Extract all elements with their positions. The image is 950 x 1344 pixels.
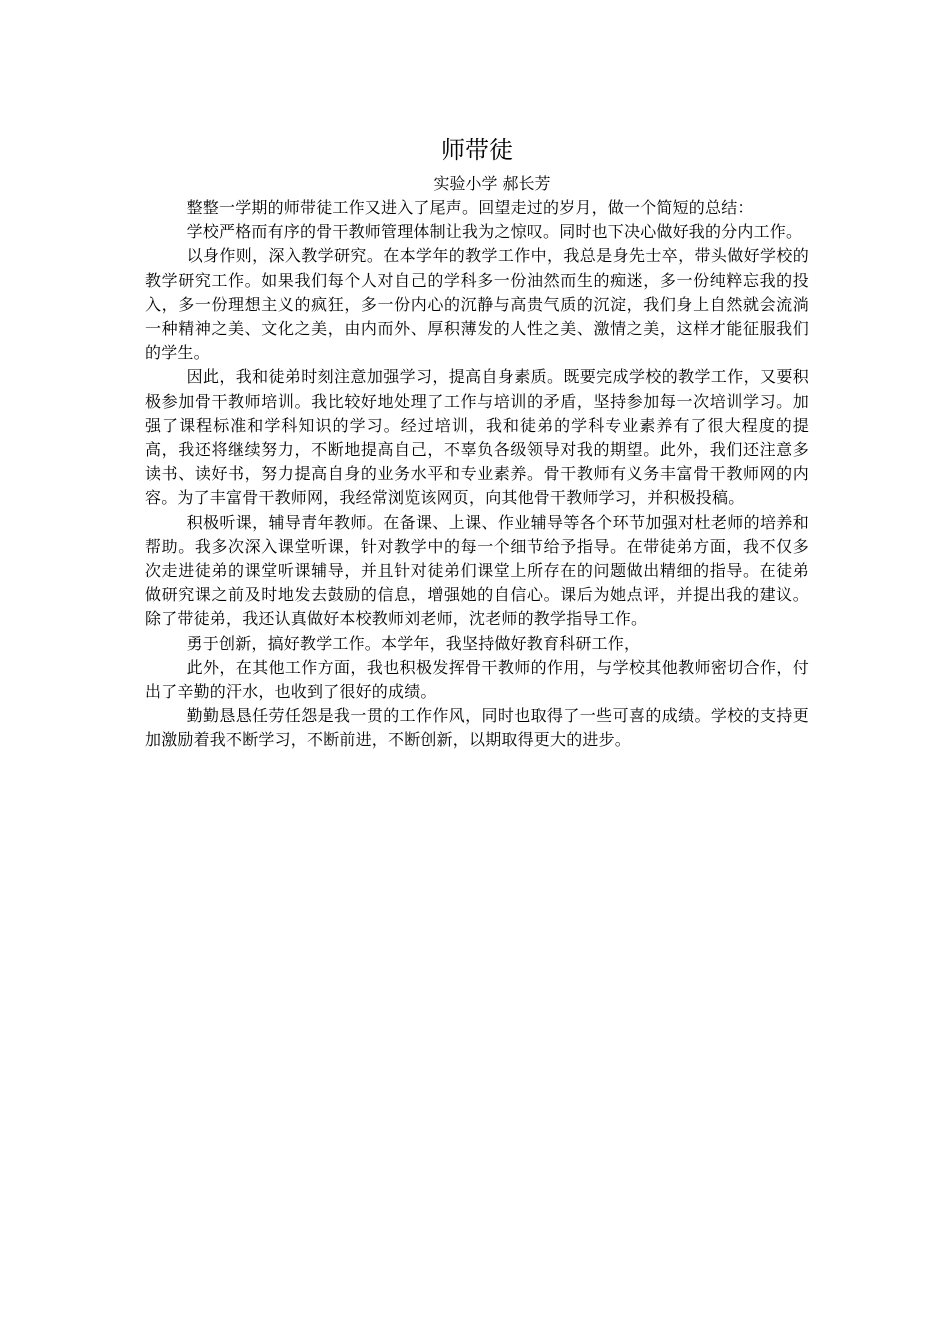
document-page [145,132,809,753]
paragraph-study: 因此，我和徒弟时刻注意加强学习，提高自身素质。既要完成学校的教学工作，又要积极参加骨干教师培训。我比较好地处理了工作与培训的矛盾，坚持参加每一次培训学习。加强了课程标准和学科知识的学习。经过培训，我和徒弟的学科专业素养有了很大程度的提高，我还将继续努力，不断地提高自己，不辜负各级领导对我的期望。此外，我们还注意多读书、读好书，努力提高自身的业务水平和专业素养。骨干教师有义务丰富骨干教师网的内容。为了丰富骨干教师网，我经常浏览该网页，向其他骨干教师学习，并积极投稿。 [145,367,809,508]
document-byline: 实验小学 郝长芳 [433,174,551,193]
document-title: 师带徒 [441,136,513,164]
paragraph-research: 以身作则，深入教学研究。在本学年的教学工作中，我总是身先士卒，带头做好学校的教学研究工作。如果我们每个人对自己的学科多一份油然而生的痴迷，多一份纯粹忘我的投入，多一份理想主义的疯狂，多一份内心的沉静与高贵气质的沉淀，我们身上自然就会流淌一种精神之美、文化之美，由内而外、厚积薄发的人性之美、激情之美，这样才能征服我们的学生。 [145,246,809,363]
paragraph-conclusion: 勤勤恳恳任劳任怨是我一贯的工作作风，同时也取得了一些可喜的成绩。学校的支持更加激励着我不断学习，不断前进，不断创新，以期取得更大的进步。 [145,706,809,750]
paragraph-innovation: 勇于创新，搞好教学工作。本学年，我坚持做好教育科研工作， [186,633,641,653]
paragraph-intro: 整整一学期的师带徒工作又进入了尾声。回望走过的岁月，做一个简短的总结： [186,198,754,217]
paragraph-cooperation: 此外，在其他工作方面，我也积极发挥骨干教师的作用，与学校其他教师密切合作，付出了辛勤的汗水，也收到了很好的成绩。 [145,657,809,702]
paragraph-management: 学校严格而有序的骨干教师管理体制让我为之惊叹。同时也下决心做好我的分内工作。 [186,222,803,242]
paragraph-mentoring: 积极听课，辅导青年教师。在备课、上课、作业辅导等各个环节加强对杜老师的培养和帮助。我多次深入课堂听课，针对教学中的每一个细节给予指导。在带徒弟方面，我不仅多次走进徒弟的课堂听课辅导，并且针对徒弟们课堂上所存在的问题做出精细的指导。在徒弟做研究课之前及时地发去鼓励的信息，增强她的自信心。课后为她点评，并提出我的建议。除了带徒弟，我还认真做好本校教师刘老师，沈老师的教学指导工作。 [145,512,809,629]
